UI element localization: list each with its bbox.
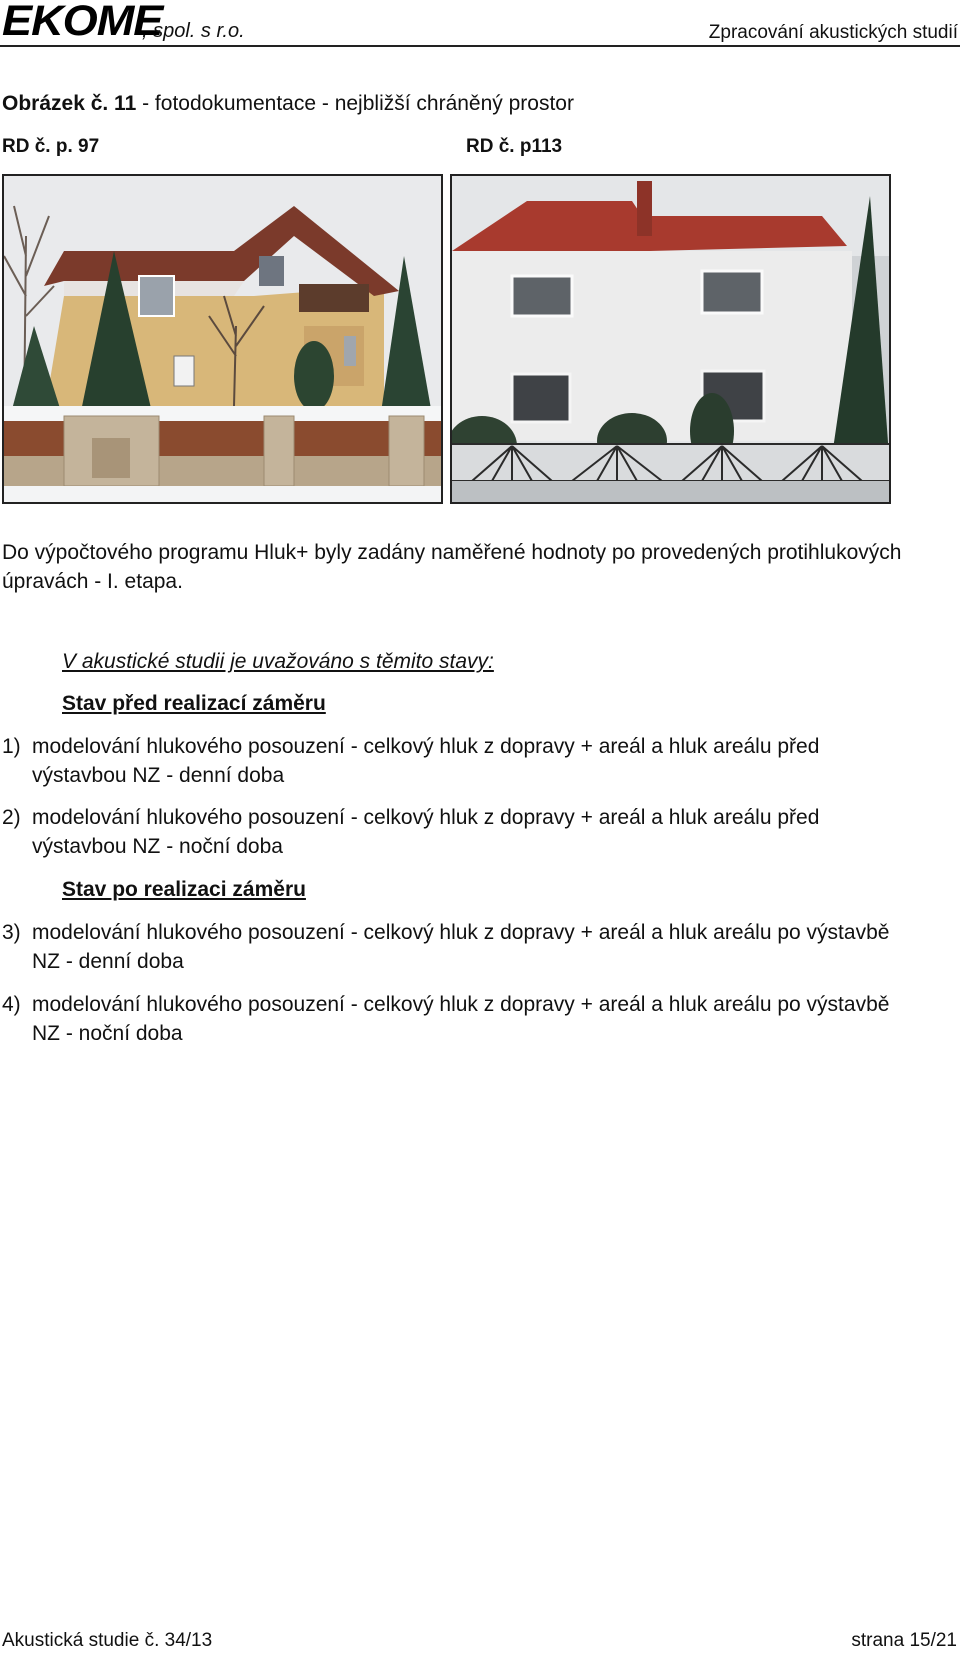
- body-paragraph: Do výpočtového programu Hluk+ byly zadány naměřené hodnoty po provedených protihlukových úpravách - I. etapa.: [2, 541, 902, 593]
- house-photo-icon: [4, 176, 441, 502]
- header-title: Zpracování akustických studií: [708, 22, 958, 43]
- house-photo-icon-2: [452, 176, 889, 502]
- photo-label-left: RD č. p. 97: [2, 136, 100, 157]
- list-item: [2, 990, 902, 1048]
- list-item-text: modelování hlukového posouzení - celkový hluk z dopravy + areál a hluk areálu po výstavbě NZ - denní doba: [32, 921, 890, 973]
- figure-caption: [2, 92, 574, 116]
- list-item-number: 2): [2, 806, 21, 829]
- list-item: [2, 732, 902, 790]
- footer-document-id: Akustická studie č. 34/13: [2, 1630, 213, 1651]
- scenarios-intro: V akustické studii je uvažováno s těmito stavy:: [62, 650, 494, 673]
- list-item-number: 4): [2, 993, 21, 1016]
- list-item-number: 3): [2, 921, 21, 944]
- page-header: [0, 0, 960, 47]
- company-suffix: , spol. s r.o.: [142, 20, 245, 42]
- list-item-text: modelování hlukového posouzení - celkový hluk z dopravy + areál a hluk areálu před výstavbou NZ - denní doba: [32, 735, 820, 787]
- footer-page-number: strana 15/21: [851, 1630, 957, 1651]
- company-logo: EKOME: [2, 0, 163, 45]
- section-heading-before: Stav před realizací záměru: [62, 692, 326, 715]
- list-item: [2, 918, 902, 976]
- section-heading-after: Stav po realizaci záměru: [62, 878, 306, 901]
- photo-label-right: RD č. p113: [466, 136, 563, 157]
- photo-house-p113: [450, 174, 891, 504]
- figure-caption-text: - fotodokumentace - nejbližší chráněný prostor: [136, 92, 574, 115]
- photo-house-97: [2, 174, 443, 504]
- list-item-number: 1): [2, 735, 21, 758]
- company-brand: [2, 0, 245, 45]
- figure-number: Obrázek č. 11: [2, 92, 137, 115]
- list-item-text: modelování hlukového posouzení - celkový hluk z dopravy + areál a hluk areálu po výstavbě NZ - noční doba: [32, 993, 890, 1045]
- list-item-text: modelování hlukového posouzení - celkový hluk z dopravy + areál a hluk areálu před výstavbou NZ - noční doba: [32, 806, 820, 858]
- list-item: [2, 803, 902, 861]
